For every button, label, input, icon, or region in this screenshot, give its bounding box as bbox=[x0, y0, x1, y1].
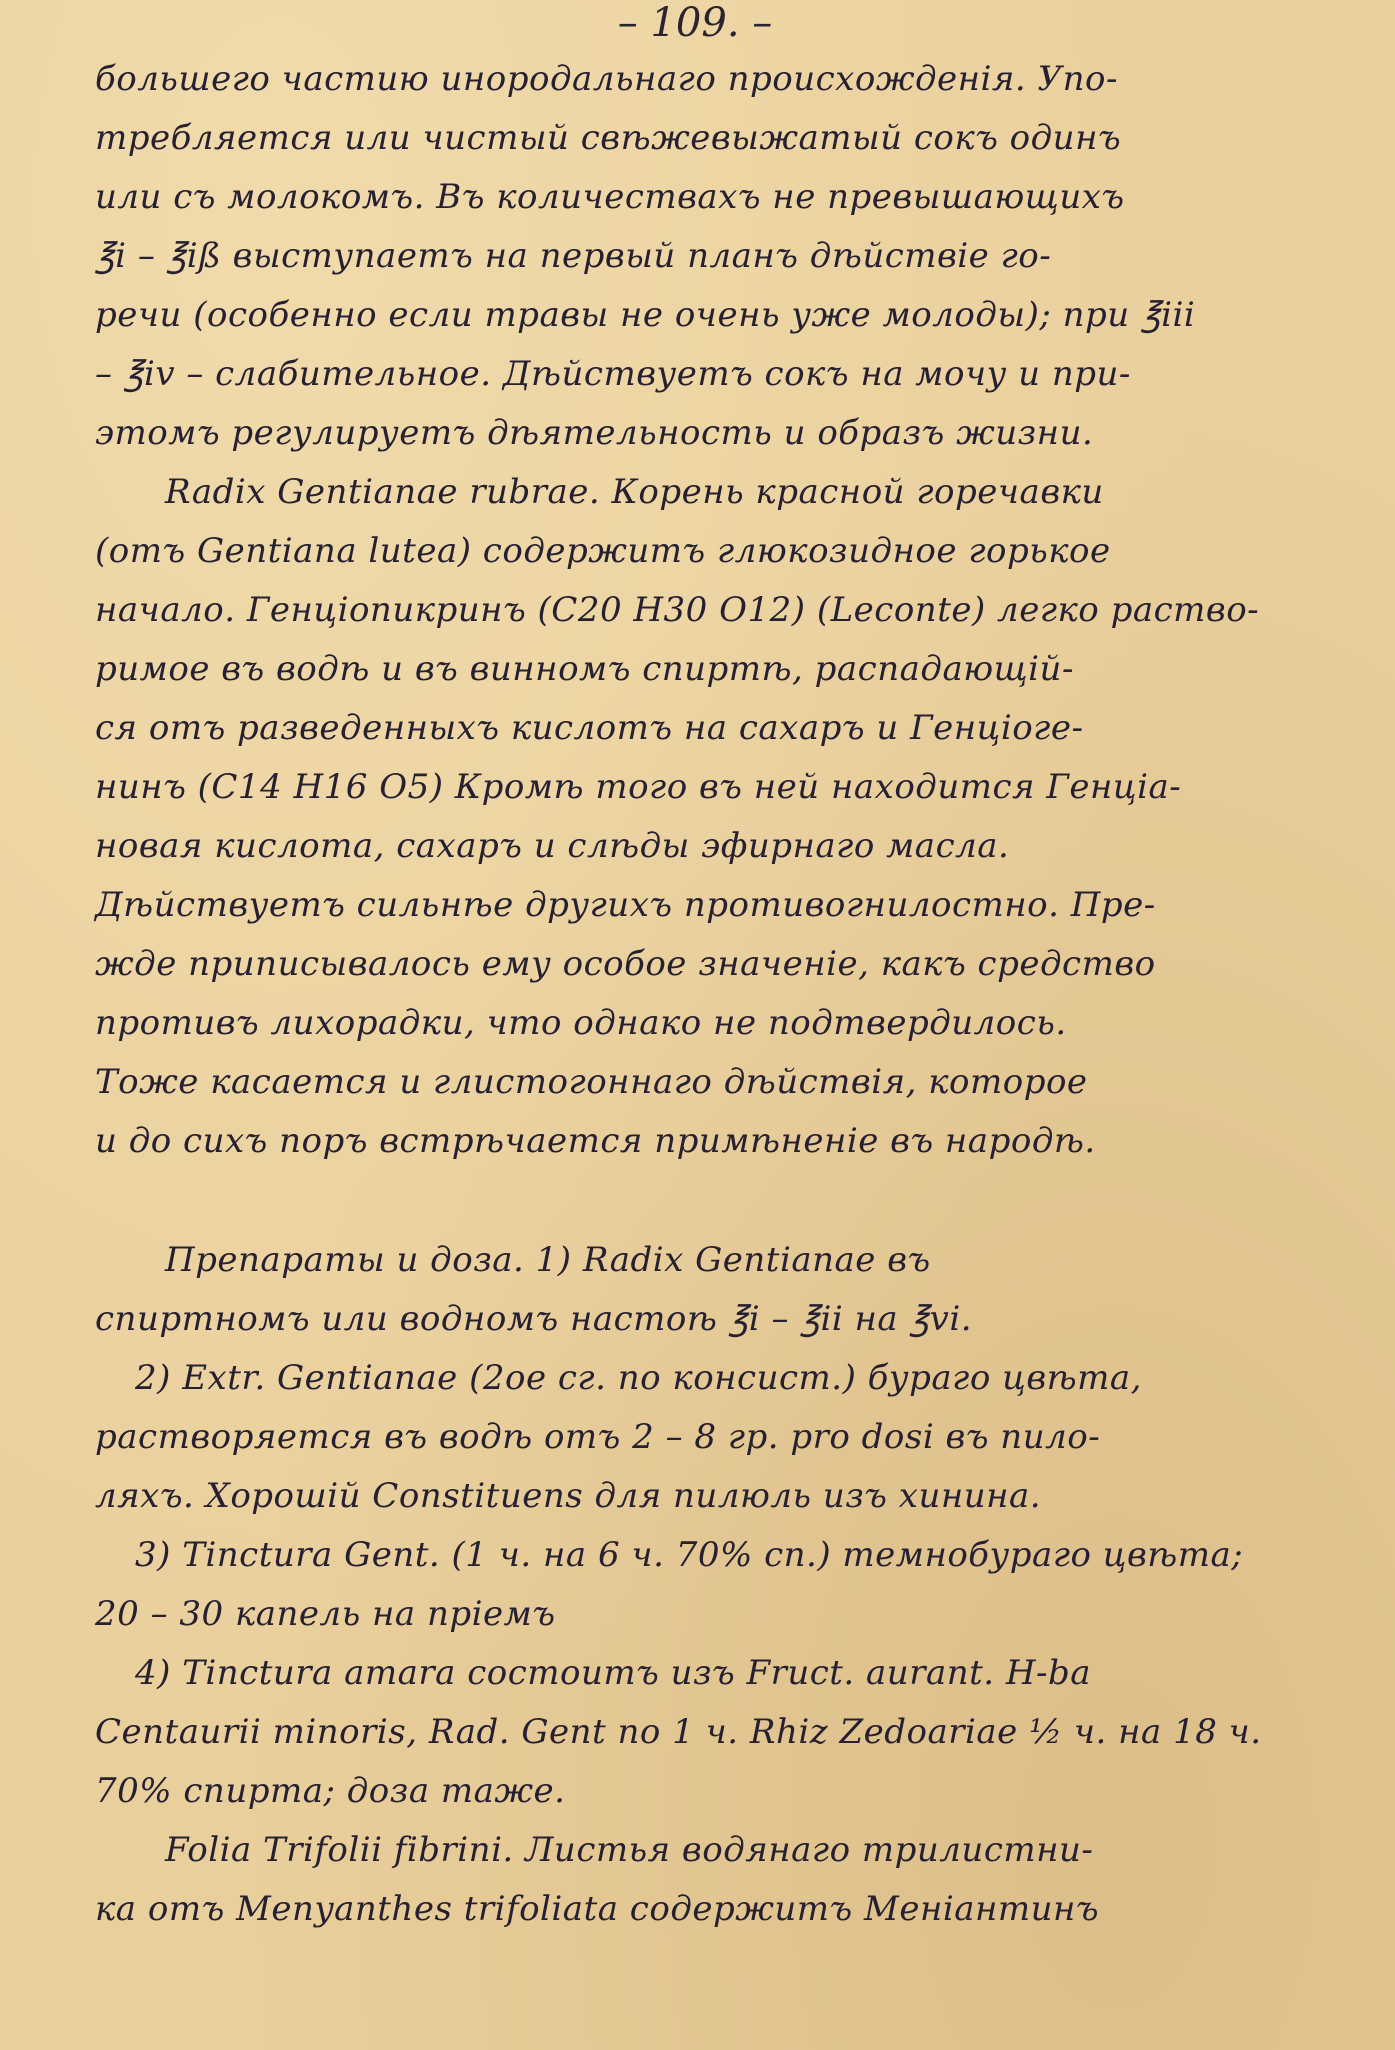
section-heading-folia-trifolii: Folia Trifolii fibrini. Листья водянаго трилистни- bbox=[165, 1830, 1094, 1870]
text-line: 70% спирта; доза таже. bbox=[95, 1771, 566, 1811]
text-line: Centaurii minoris, Rad. Gent по 1 ч. Rhiz Zedoariae ½ ч. на 18 ч. bbox=[95, 1712, 1262, 1752]
text-line: и до сихъ поръ встрѣчается примѣненіе въ народѣ. bbox=[95, 1121, 1096, 1161]
list-item: 2) Extr. Gentianae (2ое сг. по консист.) бураго цвѣта, bbox=[135, 1358, 1142, 1398]
text-line: большего частию инородальнаго происхожденія. Упо- bbox=[95, 59, 1118, 99]
text-line: или съ молокомъ. Въ количествахъ не превышающихъ bbox=[95, 177, 1125, 217]
text-line: Тоже касается и глистогоннаго дѣйствія, которое bbox=[95, 1062, 1088, 1102]
text-line: требляется или чистый свѣжевыжатый сокъ одинъ bbox=[95, 118, 1122, 158]
text-line: ℥i – ℥iß выступаетъ на первый планъ дѣйствіе го- bbox=[95, 236, 1052, 276]
text-line: ся отъ разведенныхъ кислотъ на сахаръ и Генціоге- bbox=[95, 708, 1084, 748]
text-line: ляхъ. Хорошій Constituens для пилюль изъ хинина. bbox=[95, 1476, 1042, 1516]
text-line: Дѣйствуетъ сильнѣе другихъ противогнилостно. Пре- bbox=[95, 885, 1156, 925]
list-item: 4) Tinctura amara состоитъ изъ Fruct. aurant. H-ba bbox=[135, 1653, 1092, 1693]
text-line: речи (особенно если травы не очень уже молоды); при ℥iii bbox=[95, 295, 1196, 335]
text-line: – ℥iv – слабительное. Дѣйствуетъ сокъ на мочу и при- bbox=[95, 354, 1131, 394]
page-number: – 109. – bbox=[617, 0, 773, 46]
text-line: ка отъ Menyanthes trifoliata содержитъ Менiантинъ bbox=[95, 1889, 1100, 1929]
text-line: спиртномъ или водномъ настоѣ ℥i – ℥ii на ℥vi. bbox=[95, 1299, 972, 1339]
text-line: римое въ водѣ и въ винномъ спиртѣ, распадающій- bbox=[95, 649, 1074, 689]
text-line: нинъ (C14 H16 O5) Кромѣ того въ ней находится Генціа- bbox=[95, 767, 1182, 807]
section-heading-preparations: Препараты и доза. 1) Radix Gentianae въ bbox=[165, 1240, 931, 1280]
text-line: этомъ регулируетъ дѣятельность и образъ жизни. bbox=[95, 413, 1094, 453]
section-heading-radix-gentianae: Radix Gentianae rubrae. Корень красной горечавки bbox=[165, 472, 1104, 512]
text-line: (отъ Gentiana lutea) содержитъ глюкозидное горькое bbox=[95, 531, 1111, 571]
text-line: 20 – 30 капель на пріемъ bbox=[95, 1594, 556, 1634]
manuscript-text bbox=[95, 50, 1335, 1939]
text-line: противъ лихорадки, что однако не подтвердилось. bbox=[95, 1003, 1067, 1043]
text-line: начало. Генціопикринъ (C20 H30 O12) (Leconte) легко раство- bbox=[95, 590, 1260, 630]
text-line: жде приписывалось ему особое значеніе, какъ средство bbox=[95, 944, 1156, 984]
list-item: 3) Tinctura Gent. (1 ч. на 6 ч. 70% сп.) темнобураго цвѣта; bbox=[135, 1535, 1244, 1575]
text-line: растворяется въ водѣ отъ 2 – 8 гр. pro dosi въ пило- bbox=[95, 1417, 1101, 1457]
text-line: новая кислота, сахаръ и слѣды эфирнаго масла. bbox=[95, 826, 1010, 866]
